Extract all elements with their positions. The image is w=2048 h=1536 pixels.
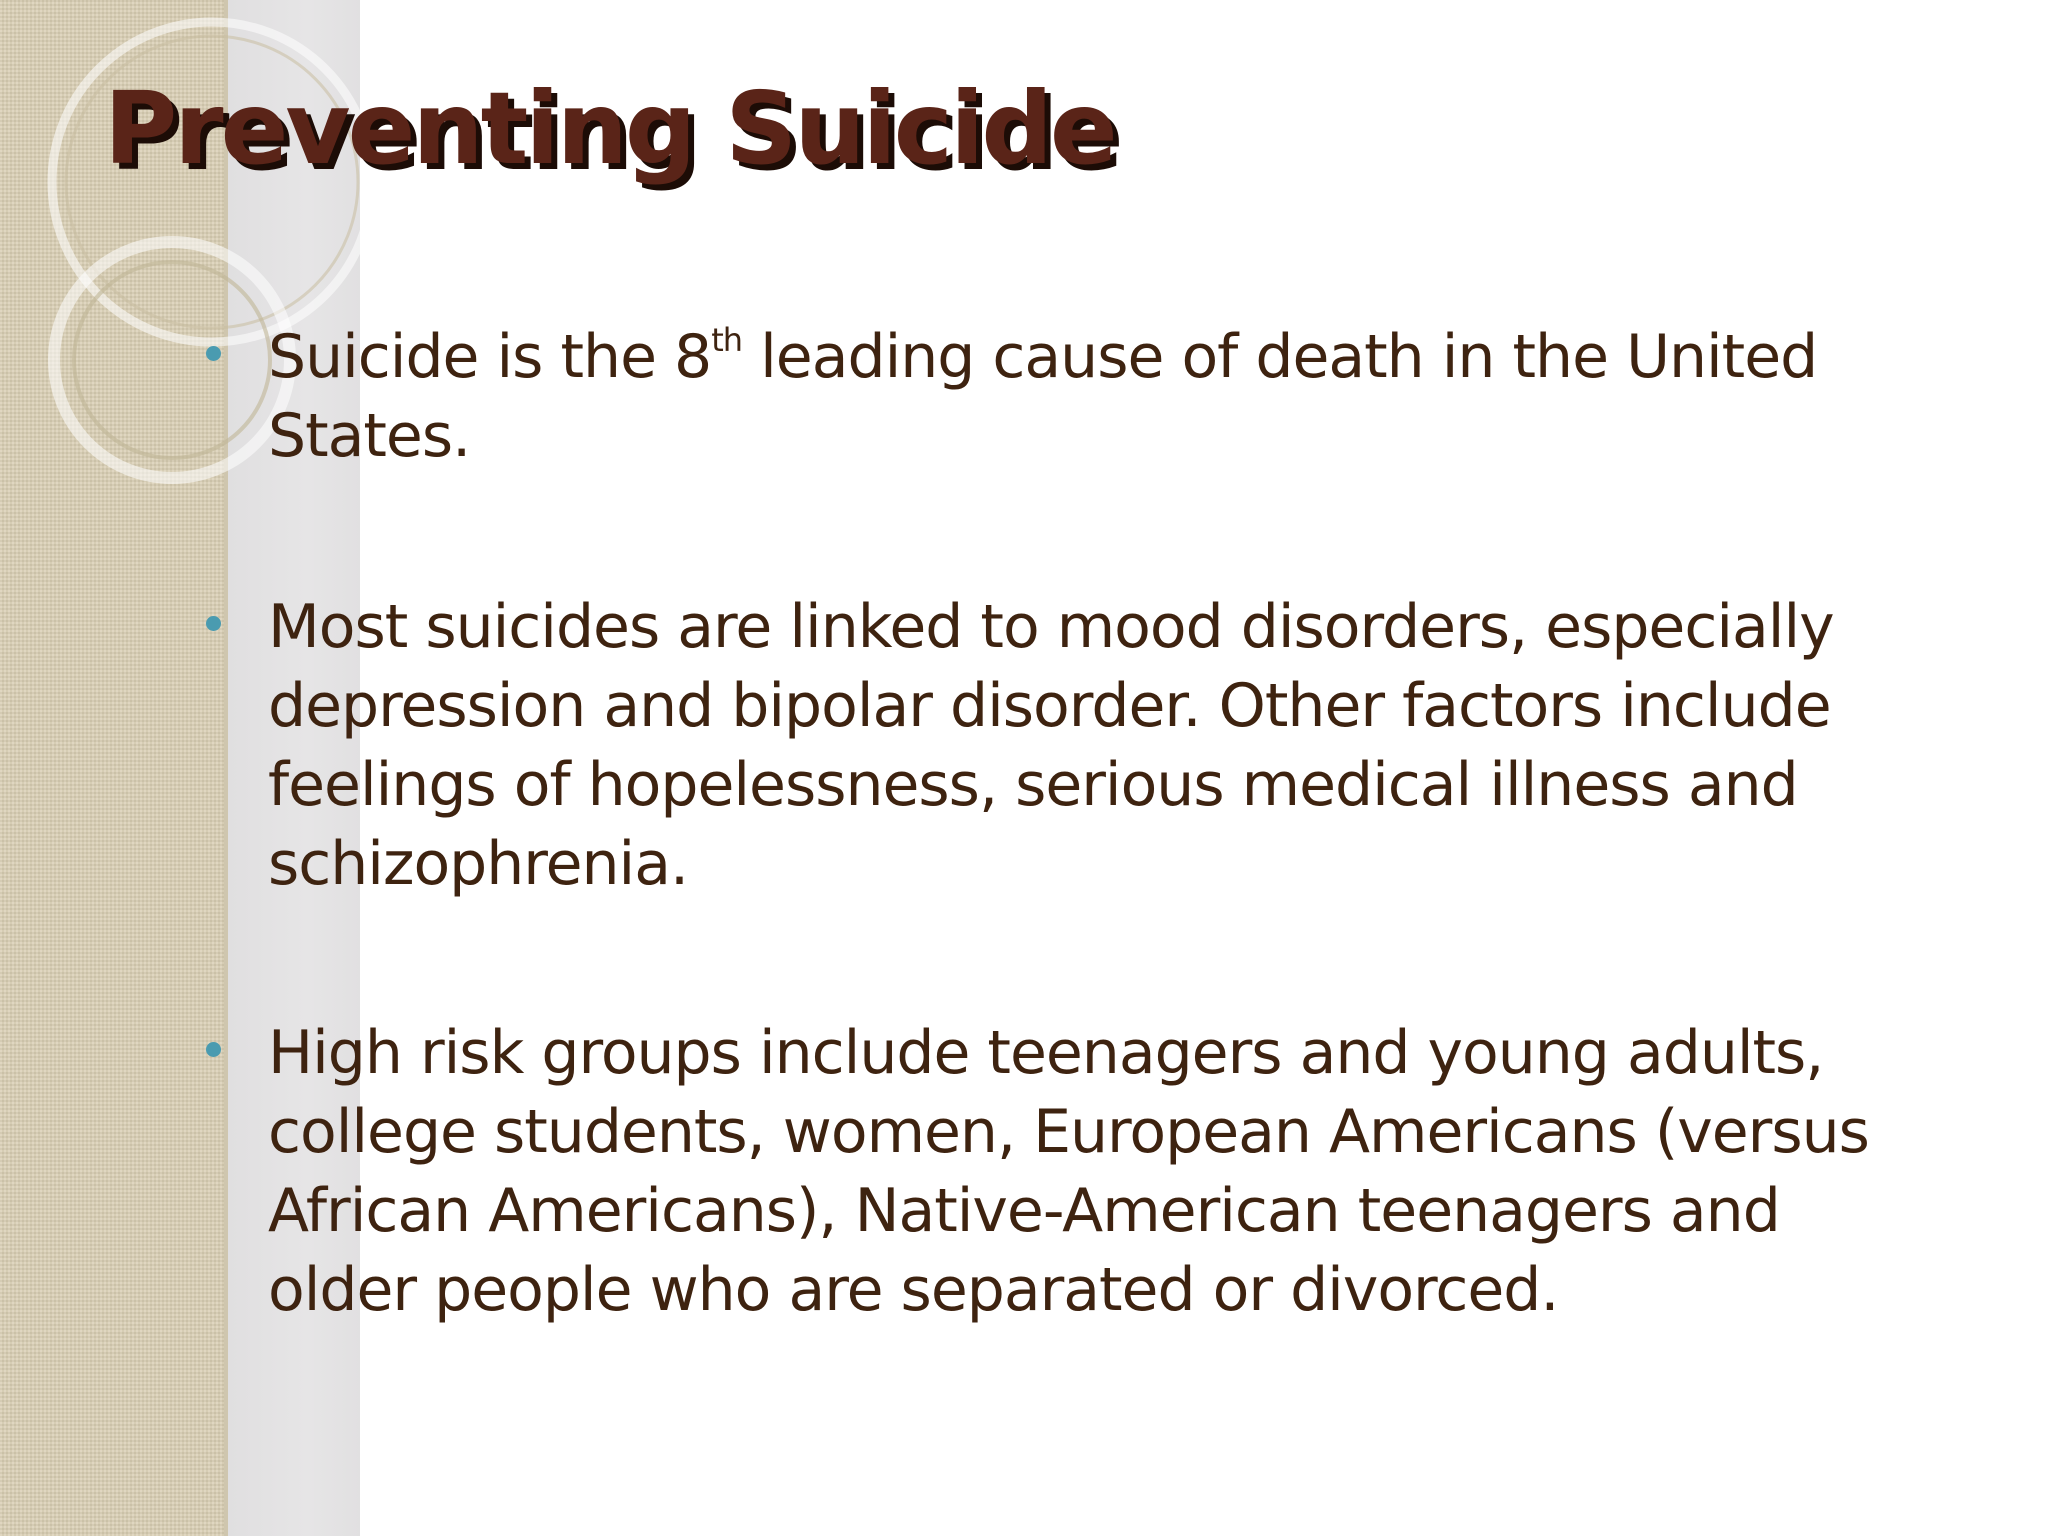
- bullet-text: High risk groups include teenagers and young adults, college students, women, European Americans (versus African Americans), Native-American teenagers and older people who are separated or divorced.: [268, 1018, 1869, 1325]
- bullet-item-leading-cause: [268, 318, 1908, 476]
- ordinal-superscript: th: [711, 321, 743, 359]
- bullet-dot-icon: [206, 346, 221, 361]
- bullet-text: Most suicides are linked to mood disorders, especially depression and bipolar disorder. Other factors include feelings of hopelessness, serious medical illness and schizophrenia.: [268, 592, 1834, 899]
- bullet-item-high-risk-groups: [268, 1014, 1908, 1330]
- bullet-item-mood-disorders: [268, 588, 1908, 904]
- slide-title: Preventing Suicide: [104, 70, 1115, 187]
- bullet-dot-icon: [206, 616, 221, 631]
- bullet-dot-icon: [206, 1042, 221, 1057]
- bullet-text: Suicide is the 8th leading cause of death in the United States.: [268, 321, 1818, 471]
